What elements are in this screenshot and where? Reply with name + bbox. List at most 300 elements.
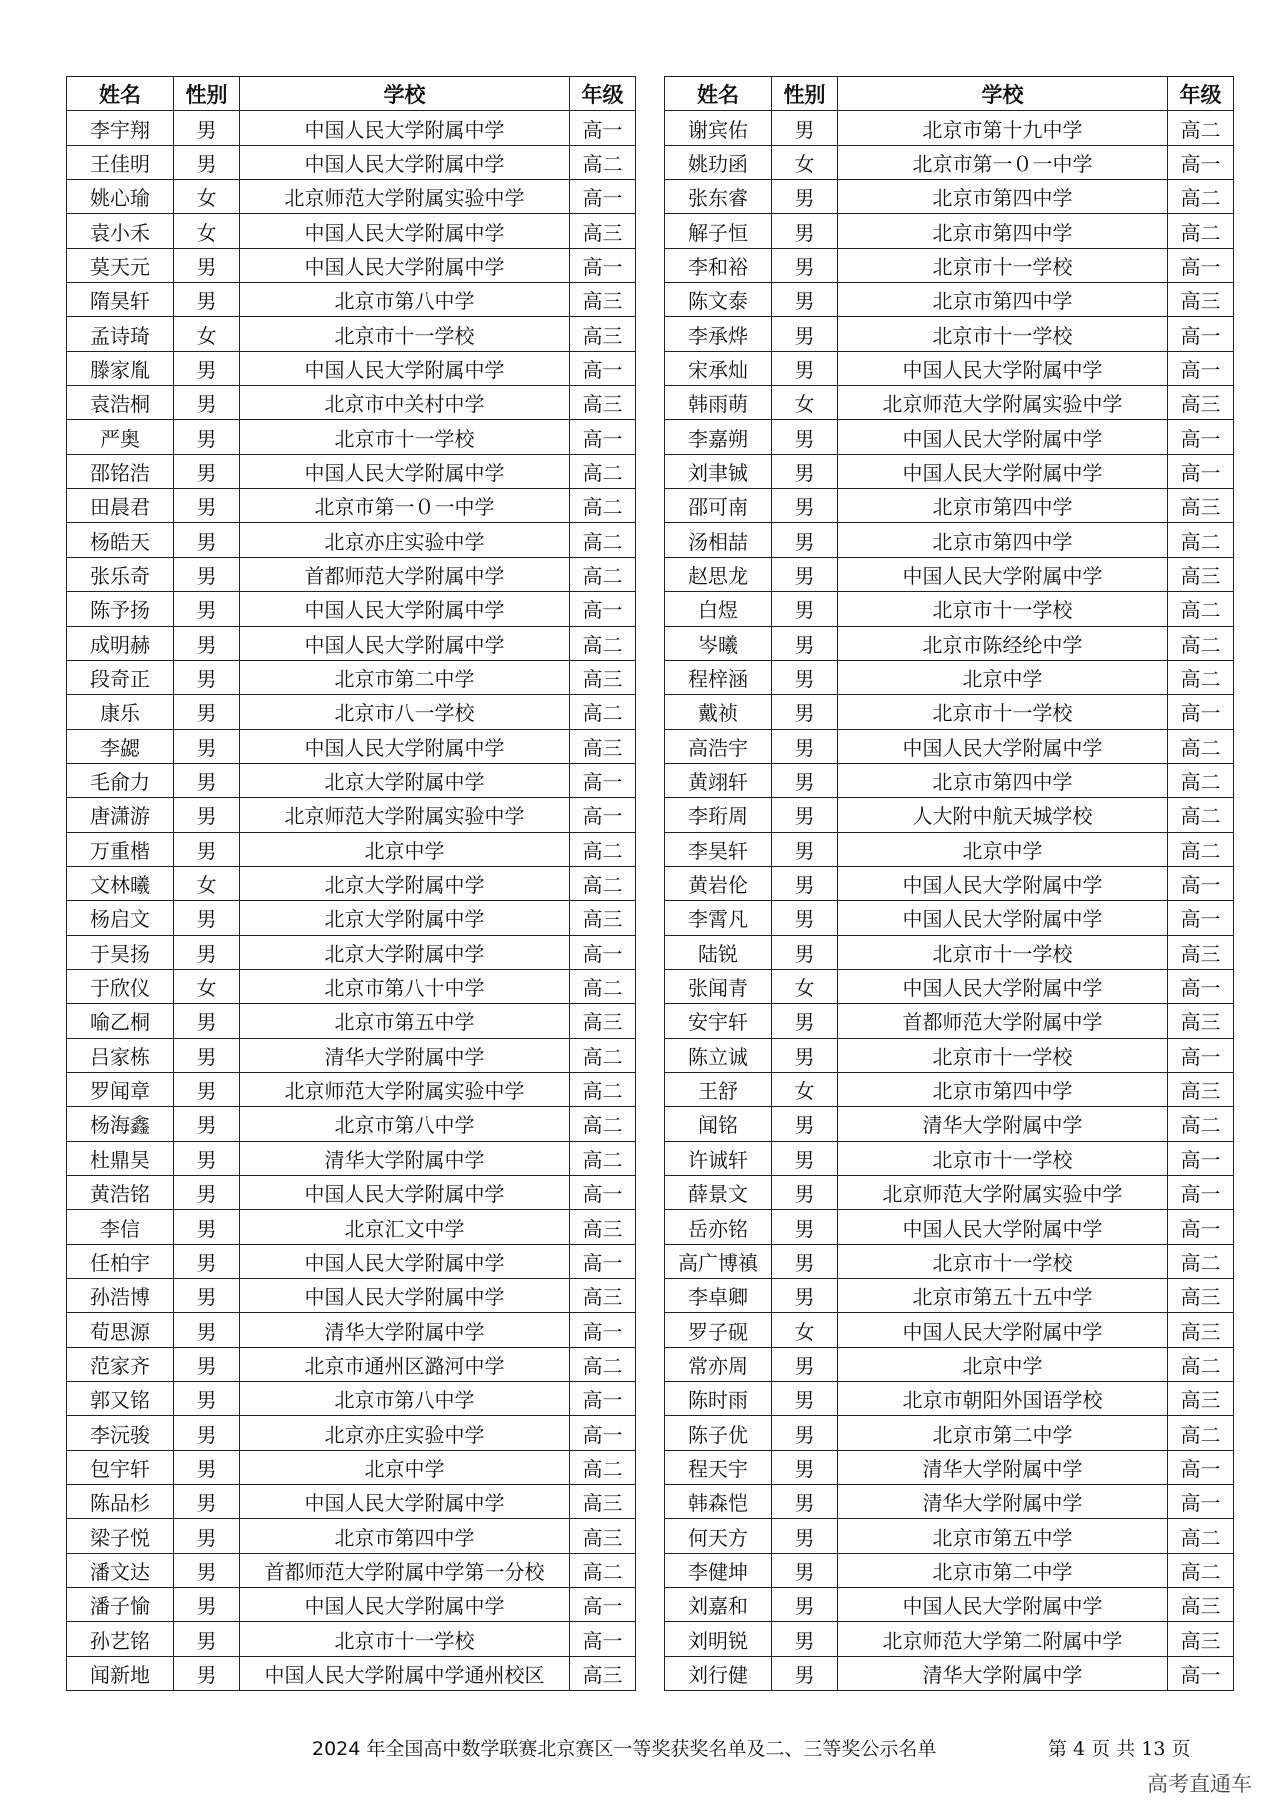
cell-grade: 高三 <box>570 1656 636 1690</box>
cell-gender: 女 <box>772 1313 838 1347</box>
cell-grade: 高二 <box>1168 763 1234 797</box>
table-row <box>67 1622 636 1656</box>
table-row <box>67 695 636 729</box>
cell-name: 李和裕 <box>665 248 772 282</box>
cell-school: 中国人民大学附属中学 <box>240 1244 570 1278</box>
table-row <box>67 214 636 248</box>
cell-school: 清华大学附属中学 <box>838 1485 1168 1519</box>
table-row <box>67 523 636 557</box>
header-gender: 性别 <box>772 77 838 111</box>
cell-grade: 高三 <box>570 214 636 248</box>
cell-gender: 男 <box>772 1519 838 1553</box>
table-row <box>665 1519 1234 1553</box>
cell-grade: 高三 <box>1168 557 1234 591</box>
cell-name: 孟诗琦 <box>67 317 174 351</box>
cell-name: 罗闻章 <box>67 1072 174 1106</box>
cell-school: 首都师范大学附属中学第一分校 <box>240 1553 570 1587</box>
cell-school: 北京市第十九中学 <box>838 111 1168 145</box>
cell-grade: 高三 <box>570 729 636 763</box>
cell-grade: 高二 <box>1168 180 1234 214</box>
cell-grade: 高二 <box>1168 729 1234 763</box>
cell-grade: 高一 <box>1168 1038 1234 1072</box>
cell-grade: 高一 <box>570 180 636 214</box>
cell-school: 北京市朝阳外国语学校 <box>838 1382 1168 1416</box>
cell-school: 北京市第五中学 <box>838 1519 1168 1553</box>
cell-grade: 高一 <box>1168 866 1234 900</box>
cell-school: 北京市第四中学 <box>838 283 1168 317</box>
cell-school: 中国人民大学附属中学 <box>240 1279 570 1313</box>
cell-gender: 男 <box>772 1656 838 1690</box>
cell-school: 北京市第二中学 <box>838 1553 1168 1587</box>
cell-school: 北京汇文中学 <box>240 1210 570 1244</box>
table-row <box>665 1347 1234 1381</box>
cell-gender: 男 <box>772 111 838 145</box>
table-row <box>665 1244 1234 1278</box>
cell-name: 邵铭浩 <box>67 454 174 488</box>
cell-name: 刘聿铖 <box>665 454 772 488</box>
table-row <box>665 1210 1234 1244</box>
table-row <box>67 180 636 214</box>
table-row <box>665 523 1234 557</box>
table-row <box>67 969 636 1003</box>
cell-school: 北京市第八中学 <box>240 1382 570 1416</box>
table-row <box>665 248 1234 282</box>
cell-grade: 高一 <box>1168 145 1234 179</box>
table-row <box>665 969 1234 1003</box>
cell-gender: 男 <box>174 1176 240 1210</box>
cell-school: 北京市十一学校 <box>838 1244 1168 1278</box>
cell-gender: 男 <box>772 592 838 626</box>
cell-school: 北京市第八十中学 <box>240 969 570 1003</box>
table-row <box>665 214 1234 248</box>
table-row <box>67 1347 636 1381</box>
cell-gender: 女 <box>174 317 240 351</box>
cell-name: 潘文达 <box>67 1553 174 1587</box>
cell-gender: 男 <box>174 523 240 557</box>
cell-name: 李宇翔 <box>67 111 174 145</box>
table-row <box>67 386 636 420</box>
cell-grade: 高一 <box>570 1416 636 1450</box>
cell-gender: 男 <box>772 901 838 935</box>
cell-name: 韩雨萌 <box>665 386 772 420</box>
cell-school: 中国人民大学附属中学 <box>838 351 1168 385</box>
cell-name: 张东睿 <box>665 180 772 214</box>
cell-school: 北京师范大学附属实验中学 <box>240 798 570 832</box>
cell-school: 北京大学附属中学 <box>240 935 570 969</box>
cell-name: 于昊扬 <box>67 935 174 969</box>
cell-gender: 男 <box>174 935 240 969</box>
cell-grade: 高二 <box>570 1107 636 1141</box>
cell-gender: 男 <box>174 145 240 179</box>
cell-school: 中国人民大学附属中学 <box>240 626 570 660</box>
cell-grade: 高三 <box>1168 1279 1234 1313</box>
table-row <box>665 1416 1234 1450</box>
cell-name: 田晨君 <box>67 489 174 523</box>
cell-school: 中国人民大学附属中学 <box>240 1588 570 1622</box>
cell-name: 范家齐 <box>67 1347 174 1381</box>
cell-grade: 高一 <box>570 1588 636 1622</box>
cell-grade: 高一 <box>570 935 636 969</box>
table-row <box>67 1313 636 1347</box>
table-row <box>67 111 636 145</box>
cell-name: 李昊轩 <box>665 832 772 866</box>
cell-gender: 男 <box>772 1279 838 1313</box>
table-row <box>665 1072 1234 1106</box>
table-row <box>67 1210 636 1244</box>
cell-name: 岳亦铭 <box>665 1210 772 1244</box>
table-row <box>665 1279 1234 1313</box>
cell-gender: 男 <box>174 1553 240 1587</box>
cell-grade: 高二 <box>570 1450 636 1484</box>
cell-school: 首都师范大学附属中学 <box>838 1004 1168 1038</box>
page-number: 第 4 页 共 13 页 <box>1048 1738 1191 1760</box>
cell-name: 黄岩伦 <box>665 866 772 900</box>
cell-gender: 男 <box>174 1519 240 1553</box>
table-row <box>665 1038 1234 1072</box>
cell-grade: 高一 <box>1168 1141 1234 1175</box>
cell-name: 段奇正 <box>67 660 174 694</box>
cell-gender: 男 <box>174 420 240 454</box>
table-row <box>665 1141 1234 1175</box>
cell-name: 严奥 <box>67 420 174 454</box>
cell-gender: 男 <box>772 1210 838 1244</box>
cell-name: 李嘉朔 <box>665 420 772 454</box>
cell-gender: 男 <box>772 626 838 660</box>
table-row <box>67 317 636 351</box>
cell-school: 北京市第四中学 <box>240 1519 570 1553</box>
cell-name: 解子恒 <box>665 214 772 248</box>
table-row <box>665 420 1234 454</box>
cell-name: 莫天元 <box>67 248 174 282</box>
cell-grade: 高一 <box>570 420 636 454</box>
cell-grade: 高一 <box>570 798 636 832</box>
cell-school: 北京市第四中学 <box>838 763 1168 797</box>
cell-school: 北京亦庄实验中学 <box>240 523 570 557</box>
cell-gender: 男 <box>772 1038 838 1072</box>
cell-school: 中国人民大学附属中学 <box>838 1588 1168 1622</box>
cell-gender: 男 <box>174 626 240 660</box>
cell-name: 滕家胤 <box>67 351 174 385</box>
table-row <box>665 729 1234 763</box>
cell-school: 北京市第四中学 <box>838 214 1168 248</box>
cell-grade: 高二 <box>570 523 636 557</box>
table-row <box>665 111 1234 145</box>
cell-gender: 男 <box>174 1107 240 1141</box>
cell-gender: 男 <box>174 763 240 797</box>
cell-grade: 高三 <box>1168 1382 1234 1416</box>
table-row <box>67 1656 636 1690</box>
cell-gender: 男 <box>772 1244 838 1278</box>
header-grade: 年级 <box>1168 77 1234 111</box>
cell-school: 北京中学 <box>838 660 1168 694</box>
cell-school: 中国人民大学附属中学 <box>838 1313 1168 1347</box>
header-name: 姓名 <box>67 77 174 111</box>
table-header-row <box>665 77 1234 111</box>
table-row <box>665 1656 1234 1690</box>
cell-school: 中国人民大学附属中学 <box>240 145 570 179</box>
cell-school: 北京市第四中学 <box>838 489 1168 523</box>
cell-gender: 男 <box>174 1656 240 1690</box>
cell-gender: 男 <box>772 1450 838 1484</box>
cell-name: 程梓涵 <box>665 660 772 694</box>
cell-school: 清华大学附属中学 <box>240 1141 570 1175</box>
cell-grade: 高一 <box>1168 1656 1234 1690</box>
cell-grade: 高二 <box>570 454 636 488</box>
cell-school: 北京师范大学附属实验中学 <box>240 1072 570 1106</box>
cell-school: 清华大学附属中学 <box>838 1450 1168 1484</box>
cell-school: 北京市第四中学 <box>838 523 1168 557</box>
table-row <box>67 1244 636 1278</box>
table-row <box>665 489 1234 523</box>
cell-grade: 高一 <box>1168 420 1234 454</box>
cell-grade: 高一 <box>570 248 636 282</box>
cell-gender: 男 <box>772 1622 838 1656</box>
cell-name: 李勰 <box>67 729 174 763</box>
cell-grade: 高二 <box>1168 1244 1234 1278</box>
cell-name: 薛景文 <box>665 1176 772 1210</box>
cell-gender: 男 <box>174 695 240 729</box>
cell-school: 北京市十一学校 <box>240 1622 570 1656</box>
cell-name: 姚玏函 <box>665 145 772 179</box>
cell-grade: 高二 <box>570 1347 636 1381</box>
cell-grade: 高一 <box>1168 969 1234 1003</box>
cell-gender: 女 <box>772 145 838 179</box>
cell-gender: 男 <box>772 695 838 729</box>
cell-gender: 男 <box>174 1072 240 1106</box>
cell-gender: 男 <box>174 1038 240 1072</box>
cell-school: 清华大学附属中学 <box>838 1107 1168 1141</box>
cell-school: 北京市第五中学 <box>240 1004 570 1038</box>
cell-grade: 高一 <box>1168 1485 1234 1519</box>
cell-name: 陈立诚 <box>665 1038 772 1072</box>
cell-gender: 男 <box>772 1176 838 1210</box>
header-school: 学校 <box>240 77 570 111</box>
cell-grade: 高三 <box>570 1519 636 1553</box>
cell-gender: 男 <box>174 248 240 282</box>
cell-grade: 高三 <box>570 317 636 351</box>
table-row <box>67 935 636 969</box>
cell-school: 北京亦庄实验中学 <box>240 1416 570 1450</box>
cell-grade: 高三 <box>1168 283 1234 317</box>
cell-gender: 男 <box>174 798 240 832</box>
cell-gender: 男 <box>174 832 240 866</box>
table-row <box>665 1004 1234 1038</box>
cell-grade: 高二 <box>1168 1347 1234 1381</box>
cell-grade: 高一 <box>1168 351 1234 385</box>
cell-gender: 男 <box>174 592 240 626</box>
cell-name: 谢宾佑 <box>665 111 772 145</box>
cell-gender: 女 <box>174 180 240 214</box>
cell-gender: 男 <box>174 1244 240 1278</box>
cell-name: 姚心瑜 <box>67 180 174 214</box>
cell-school: 中国人民大学附属中学 <box>240 1176 570 1210</box>
table-row <box>665 1313 1234 1347</box>
table-row <box>665 1553 1234 1587</box>
cell-grade: 高三 <box>1168 489 1234 523</box>
cell-name: 刘嘉和 <box>665 1588 772 1622</box>
cell-grade: 高二 <box>570 1553 636 1587</box>
cell-name: 袁小禾 <box>67 214 174 248</box>
cell-gender: 男 <box>772 1141 838 1175</box>
cell-school: 北京市中关村中学 <box>240 386 570 420</box>
page-footer <box>0 1734 1280 1764</box>
cell-gender: 男 <box>772 317 838 351</box>
table-row <box>665 763 1234 797</box>
header-name: 姓名 <box>665 77 772 111</box>
cell-school: 北京市陈经纶中学 <box>838 626 1168 660</box>
cell-school: 北京市第四中学 <box>838 1072 1168 1106</box>
cell-grade: 高二 <box>570 695 636 729</box>
table-row <box>665 832 1234 866</box>
cell-name: 何天方 <box>665 1519 772 1553</box>
cell-grade: 高三 <box>570 283 636 317</box>
table-row <box>67 1141 636 1175</box>
cell-gender: 男 <box>772 935 838 969</box>
cell-school: 北京师范大学附属实验中学 <box>838 386 1168 420</box>
cell-gender: 男 <box>772 420 838 454</box>
cell-gender: 男 <box>174 111 240 145</box>
cell-grade: 高二 <box>1168 626 1234 660</box>
table-row <box>665 1176 1234 1210</box>
table-row <box>665 1485 1234 1519</box>
cell-school: 北京市十一学校 <box>838 248 1168 282</box>
cell-gender: 男 <box>174 1382 240 1416</box>
cell-school: 北京大学附属中学 <box>240 763 570 797</box>
cell-grade: 高一 <box>570 1622 636 1656</box>
cell-name: 吕家栋 <box>67 1038 174 1072</box>
cell-school: 清华大学附属中学 <box>240 1038 570 1072</box>
table-row <box>67 1107 636 1141</box>
table-row <box>665 145 1234 179</box>
cell-name: 于欣仪 <box>67 969 174 1003</box>
cell-grade: 高三 <box>1168 1072 1234 1106</box>
cell-grade: 高一 <box>570 1382 636 1416</box>
cell-school: 北京市十一学校 <box>838 1038 1168 1072</box>
cell-gender: 男 <box>772 866 838 900</box>
cell-gender: 男 <box>772 283 838 317</box>
cell-gender: 男 <box>772 1347 838 1381</box>
cell-name: 陈品杉 <box>67 1485 174 1519</box>
cell-gender: 男 <box>174 454 240 488</box>
cell-school: 中国人民大学附属中学 <box>240 248 570 282</box>
table-row <box>665 1622 1234 1656</box>
cell-name: 喻乙桐 <box>67 1004 174 1038</box>
cell-gender: 男 <box>174 351 240 385</box>
cell-grade: 高一 <box>570 1313 636 1347</box>
cell-gender: 男 <box>772 454 838 488</box>
table-row <box>67 248 636 282</box>
cell-school: 北京市通州区潞河中学 <box>240 1347 570 1381</box>
table-row <box>665 180 1234 214</box>
cell-name: 李卓卿 <box>665 1279 772 1313</box>
cell-school: 北京市第二中学 <box>838 1416 1168 1450</box>
cell-grade: 高三 <box>1168 1622 1234 1656</box>
cell-gender: 男 <box>174 729 240 763</box>
cell-name: 闻铭 <box>665 1107 772 1141</box>
left-award-table <box>66 76 636 1691</box>
table-row <box>67 145 636 179</box>
cell-grade: 高三 <box>570 901 636 935</box>
cell-grade: 高二 <box>1168 832 1234 866</box>
table-row <box>665 557 1234 591</box>
table-row <box>665 660 1234 694</box>
table-row <box>67 1519 636 1553</box>
cell-name: 毛俞力 <box>67 763 174 797</box>
cell-gender: 男 <box>174 1450 240 1484</box>
cell-school: 中国人民大学附属中学通州校区 <box>240 1656 570 1690</box>
cell-school: 北京市第二中学 <box>240 660 570 694</box>
cell-school: 中国人民大学附属中学 <box>240 351 570 385</box>
cell-gender: 男 <box>772 1553 838 1587</box>
cell-grade: 高二 <box>570 969 636 1003</box>
table-row <box>665 454 1234 488</box>
table-row <box>67 729 636 763</box>
cell-grade: 高一 <box>1168 901 1234 935</box>
table-row <box>665 1107 1234 1141</box>
cell-gender: 男 <box>772 798 838 832</box>
table-row <box>665 695 1234 729</box>
cell-school: 中国人民大学附属中学 <box>838 901 1168 935</box>
cell-school: 北京市第一０一中学 <box>240 489 570 523</box>
cell-name: 文林曦 <box>67 866 174 900</box>
cell-name: 杨启文 <box>67 901 174 935</box>
cell-grade: 高一 <box>1168 695 1234 729</box>
table-row <box>67 420 636 454</box>
cell-school: 北京大学附属中学 <box>240 901 570 935</box>
right-award-table <box>664 76 1234 1691</box>
cell-grade: 高三 <box>570 1279 636 1313</box>
cell-name: 陈子优 <box>665 1416 772 1450</box>
cell-name: 杨皓天 <box>67 523 174 557</box>
table-row <box>67 489 636 523</box>
table-row <box>665 901 1234 935</box>
cell-gender: 男 <box>772 351 838 385</box>
cell-school: 北京市十一学校 <box>838 592 1168 626</box>
cell-grade: 高一 <box>1168 1450 1234 1484</box>
cell-school: 北京市第四中学 <box>838 180 1168 214</box>
cell-name: 梁子悦 <box>67 1519 174 1553</box>
cell-gender: 男 <box>174 1313 240 1347</box>
cell-school: 北京中学 <box>240 1450 570 1484</box>
cell-gender: 男 <box>174 1485 240 1519</box>
cell-grade: 高二 <box>570 1141 636 1175</box>
table-row <box>67 454 636 488</box>
cell-grade: 高一 <box>1168 248 1234 282</box>
cell-grade: 高一 <box>570 351 636 385</box>
cell-grade: 高二 <box>1168 111 1234 145</box>
cell-gender: 男 <box>772 1588 838 1622</box>
cell-gender: 男 <box>772 248 838 282</box>
cell-school: 北京市十一学校 <box>240 317 570 351</box>
cell-grade: 高二 <box>570 557 636 591</box>
cell-gender: 男 <box>772 557 838 591</box>
cell-grade: 高一 <box>1168 1176 1234 1210</box>
cell-school: 北京市第一０一中学 <box>838 145 1168 179</box>
table-row <box>665 592 1234 626</box>
cell-gender: 女 <box>174 214 240 248</box>
table-row <box>67 592 636 626</box>
cell-name: 万重楷 <box>67 832 174 866</box>
cell-grade: 高三 <box>570 1485 636 1519</box>
cell-grade: 高三 <box>1168 1313 1234 1347</box>
cell-gender: 男 <box>174 557 240 591</box>
table-row <box>665 866 1234 900</box>
cell-name: 罗子砚 <box>665 1313 772 1347</box>
cell-name: 岑曦 <box>665 626 772 660</box>
table-header-row <box>67 77 636 111</box>
cell-name: 邵可南 <box>665 489 772 523</box>
cell-name: 李信 <box>67 1210 174 1244</box>
